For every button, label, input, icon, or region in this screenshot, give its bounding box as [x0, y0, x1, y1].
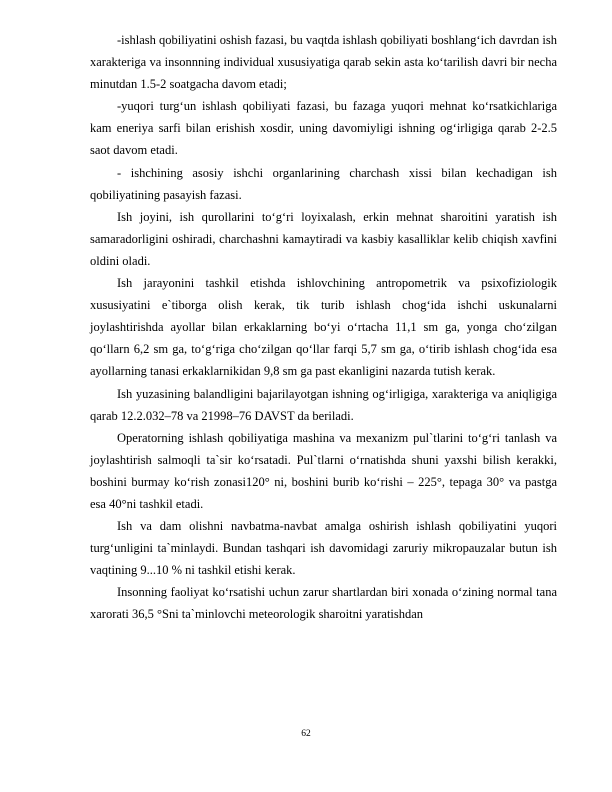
document-body [90, 29, 557, 626]
paragraph-anthropometric-features: Ish jarayonini tashkil etishda ishlovchining antropometrik va psixofiziologik xususiyatini e`tiborga olish kerak, tik turib ishlash chog‘ida ishchi uskunalarni joylashtirishda ayollar bilan erkaklarning bo‘yi o‘rtacha 11,1 sm ga, yonga cho‘zilgan qo‘llarn 6,2 sm ga, to‘g‘riga cho‘zilgan qo‘llar farqi 5,7 sm ga, o‘tirib ishlash chog‘ida esa ayollarning tanasi erkaklarnikidan 9,8 sm ga past ekanligini nazarda tutish kerak. [90, 276, 557, 379]
page-number: 62 [301, 729, 311, 739]
paragraph-working-capacity-rise: -ishlash qobiliyatini oshish fazasi, bu vaqtda ishlash qobiliyati boshlang‘ich davrdan ish xarakteriga va insonnning individual xususiyatiga qarab sekin asta ko‘tarilish davri bir necha minutdan 1.5-2 soatgacha davom etadi; [90, 33, 557, 92]
paragraph-meteorological-conditions: Insonning faoliyat ko‘rsatishi uchun zarur shartlardan biri xonada o‘zining normal tana xarorati 36,5 °Sni ta`minlovchi meteorologik sharoitni yaratishdan [90, 585, 557, 622]
paragraph-workplace-design: Ish joyini, ish qurollarini to‘g‘ri loyixalash, erkin mehnat sharoitini yaratish ish samaradorligini oshiradi, charchashni kamaytiradi va kasbiy kasalliklar kelib chiqish xavfini oldini oladi. [90, 209, 557, 268]
paragraph-work-rest-alternation: Ish va dam olishni navbatma-navbat amalga oshirish ishlash qobiliyatini yuqori turg‘unligini ta`minlaydi. Bundan tashqari ish davomidagi zaruriy mikropauzalar butun ish vaqtining 9...10 % ni tashkil etishi kerak. [90, 519, 557, 578]
paragraph-fatigue-phase: - ishchining asosiy ishchi organlarining charchash xissi bilan kechadigan ish qobiliyatining pasayish fazasi. [90, 165, 557, 202]
paragraph-stable-capacity-phase: -yuqori turg‘un ishlash qobiliyati fazasi, bu fazaga yuqori mehnat ko‘rsatkichlariga kam eneriya sarfi bilan erishish xosdir, uning davomiyligi ishning og‘irligiga qarab 2-2.5 saot davom etadi. [90, 99, 557, 158]
paragraph-work-surface-height: Ish yuzasining balandligini bajarilayotgan ishning og‘irligiga, xarakteriga va aniqligiga qarab 12.2.032–78 va 21998–76 DAVST da beriladi. [90, 386, 557, 423]
paragraph-operator-consoles: Operatorning ishlash qobiliyatiga mashina va mexanizm pul`tlarini to‘g‘ri tanlash va joylashtirish salmoqli ta`sir ko‘rsatadi. Pul`tlarni o‘rnatishda shuni yaxshi bilish kerakki, boshini burmay ko‘rish zonasi120° ni, boshini burib ko‘rishi – 225°, tepaga 30° va pastga esa 40°ni tashkil etadi. [90, 430, 557, 511]
